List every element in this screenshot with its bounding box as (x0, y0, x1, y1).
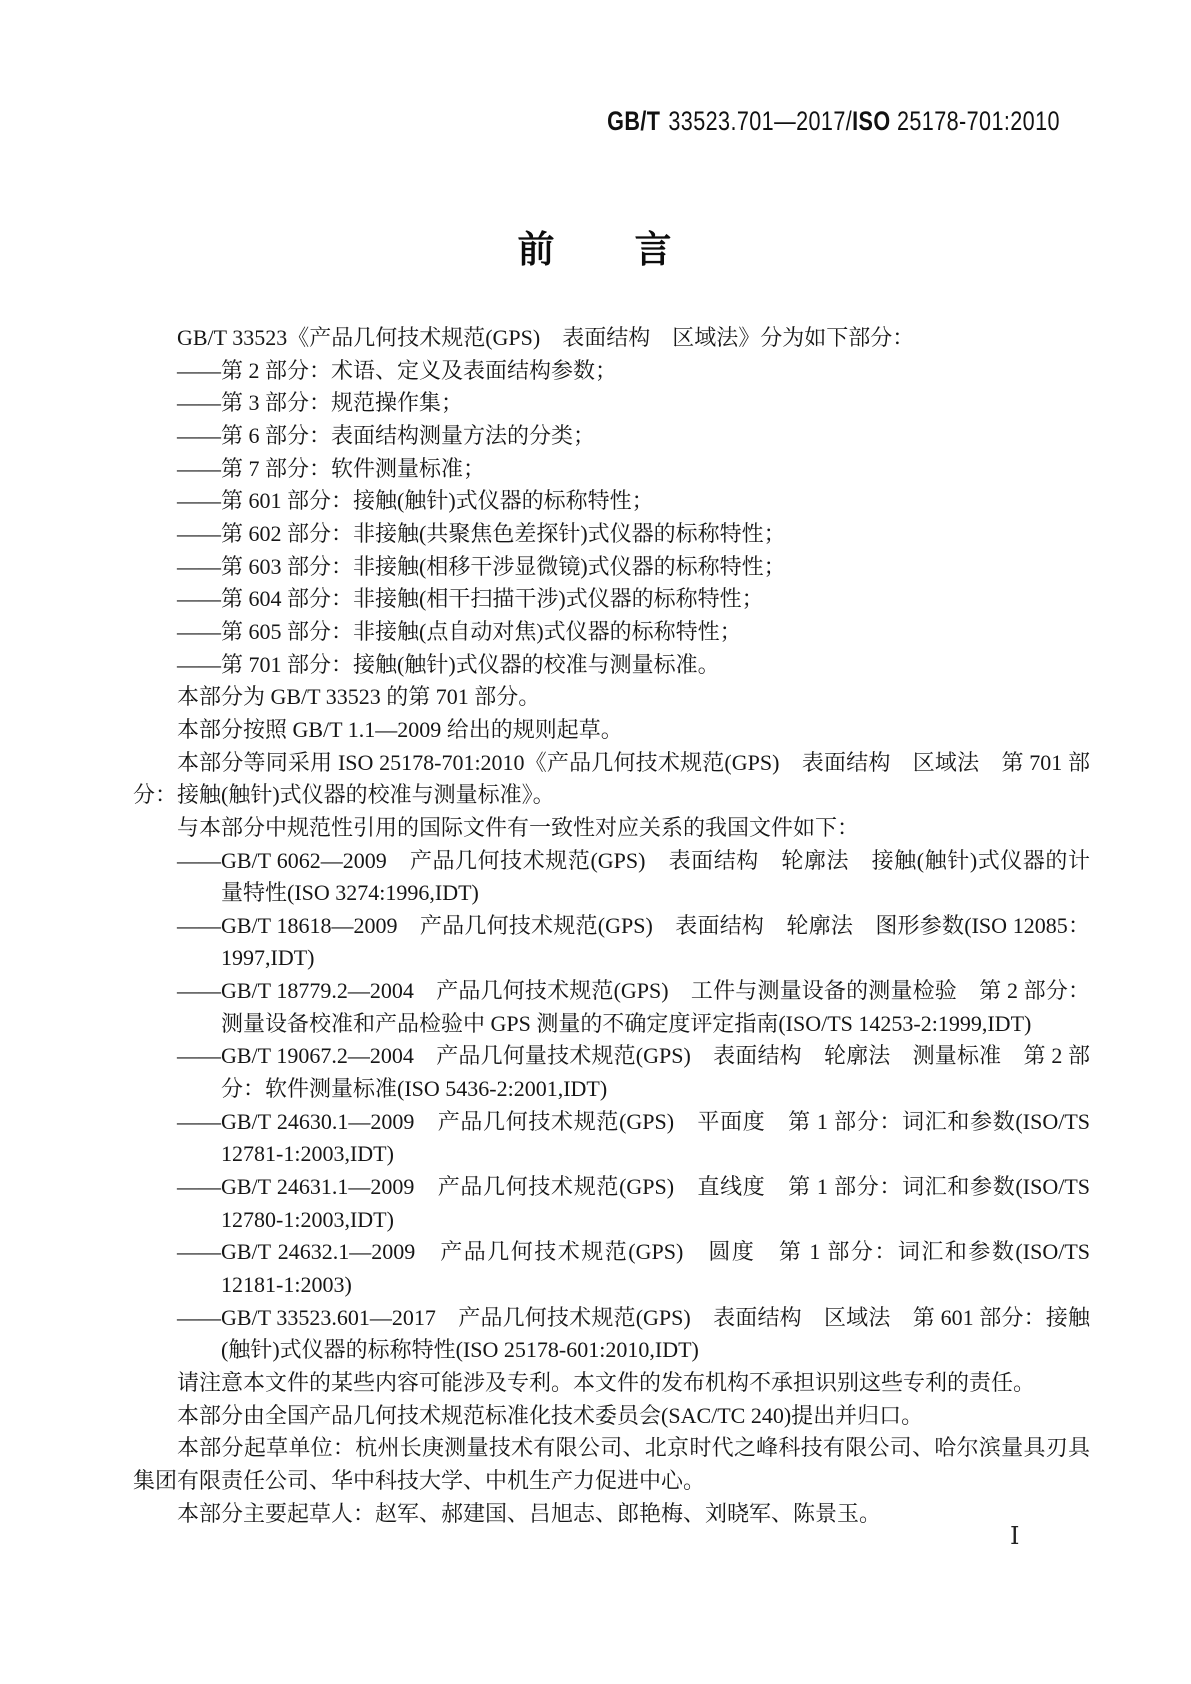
foreword-list-item: ——第 603 部分：非接触(相移干涉显微镜)式仪器的标称特性； (177, 553, 786, 579)
page-number: Ⅰ (1010, 1524, 1020, 1550)
foreword-reference-item: ——GB/T 24630.1—2009 产品几何技术规范(GPS) 平面度 第 1 部分：词汇和参数(ISO/TS 12781-1:2003,IDT) (177, 1108, 1090, 1167)
foreword-reference-item: ——GB/T 18618—2009 产品几何技术规范(GPS) 表面结构 轮廓法 图形参数(ISO 12085：1997,IDT) (177, 912, 1090, 971)
foreword-paragraph: 本部分等同采用 ISO 25178-701:2010《产品几何技术规范(GPS) 表面结构 区域法 第 701 部分：接触(触针)式仪器的校准与测量标准》。 (133, 749, 1090, 808)
foreword-list-item: ——第 605 部分：非接触(点自动对焦)式仪器的标称特性； (177, 618, 742, 644)
foreword-paragraph: 本部分由全国产品几何技术规范标准化技术委员会(SAC/TC 240)提出并归口。 (177, 1402, 924, 1428)
foreword-list-item: ——第 2 部分：术语、定义及表面结构参数； (177, 357, 618, 383)
foreword-reference-item: ——GB/T 33523.601—2017 产品几何技术规范(GPS) 表面结构 区域法 第 601 部分：接触(触针)式仪器的标称特性(ISO 25178-601:2010,IDT) (177, 1304, 1090, 1363)
foreword-list-item: ——第 601 部分：接触(触针)式仪器的标称特性； (177, 488, 654, 514)
foreword-list-item: ——第 602 部分：非接触(共聚焦色差探针)式仪器的标称特性； (177, 520, 786, 546)
standard-code-header (607, 106, 1060, 137)
foreword-body (133, 322, 1090, 1530)
foreword-paragraph: 本部分起草单位：杭州长庚测量技术有限公司、北京时代之峰科技有限公司、哈尔滨量具刃具集团有限责任公司、华中科技大学、中机生产力促进中心。 (133, 1435, 1090, 1493)
standard-code-gb-prefix: GB/T (607, 106, 661, 136)
foreword-list-item: ——第 3 部分：规范操作集； (177, 390, 464, 416)
foreword-paragraph: 与本部分中规范性引用的国际文件有一致性对应关系的我国文件如下： (177, 814, 860, 840)
foreword-reference-item: ——GB/T 19067.2—2004 产品几何量技术规范(GPS) 表面结构 轮廓法 测量标准 第 2 部分：软件测量标准(ISO 5436-2:2001,IDT) (177, 1043, 1090, 1102)
foreword-paragraph: 本部分主要起草人：赵军、郝建国、吕旭志、郎艳梅、刘晓军、陈景玉。 (177, 1500, 882, 1526)
foreword-reference-item: ——GB/T 18779.2—2004 产品几何技术规范(GPS) 工件与测量设备的测量检验 第 2 部分：测量设备校准和产品检验中 GPS 测量的不确定度评定指南(ISO/TS 14253-2:1999,IDT) (177, 978, 1090, 1036)
standard-code-separator: / (845, 106, 853, 136)
foreword-paragraph: 本部分按照 GB/T 1.1—2009 给出的规则起草。 (177, 716, 623, 742)
foreword-paragraph: GB/T 33523《产品几何技术规范(GPS) 表面结构 区域法》分为如下部分： (177, 325, 915, 350)
foreword-paragraph: 本部分为 GB/T 33523 的第 701 部分。 (177, 684, 541, 710)
standard-code-gb-number: 33523.701—2017 (668, 106, 846, 136)
foreword-reference-item: ——GB/T 6062—2009 产品几何技术规范(GPS) 表面结构 轮廓法 接触(触针)式仪器的计量特性(ISO 3274:1996,IDT) (177, 847, 1090, 906)
foreword-list-item: ——第 604 部分：非接触(相干扫描干涉)式仪器的标称特性； (177, 586, 764, 612)
foreword-list-item: ——第 701 部分：接触(触针)式仪器的校准与测量标准。 (177, 651, 720, 677)
foreword-reference-item: ——GB/T 24632.1—2009 产品几何技术规范(GPS) 圆度 第 1 部分：词汇和参数(ISO/TS 12181-1:2003) (177, 1239, 1090, 1298)
foreword-reference-item: ——GB/T 24631.1—2009 产品几何技术规范(GPS) 直线度 第 1 部分：词汇和参数(ISO/TS 12780-1:2003,IDT) (177, 1174, 1090, 1232)
standard-code-iso-prefix: ISO (852, 106, 891, 136)
foreword-list-item: ——第 6 部分：表面结构测量方法的分类； (177, 422, 596, 448)
page-title: 前 言 (517, 230, 674, 271)
foreword-list-item: ——第 7 部分：软件测量标准； (177, 455, 486, 481)
foreword-paragraph: 请注意本文件的某些内容可能涉及专利。本文件的发布机构不承担识别这些专利的责任。 (177, 1370, 1036, 1395)
standard-code-iso-number: 25178-701:2010 (897, 106, 1060, 136)
